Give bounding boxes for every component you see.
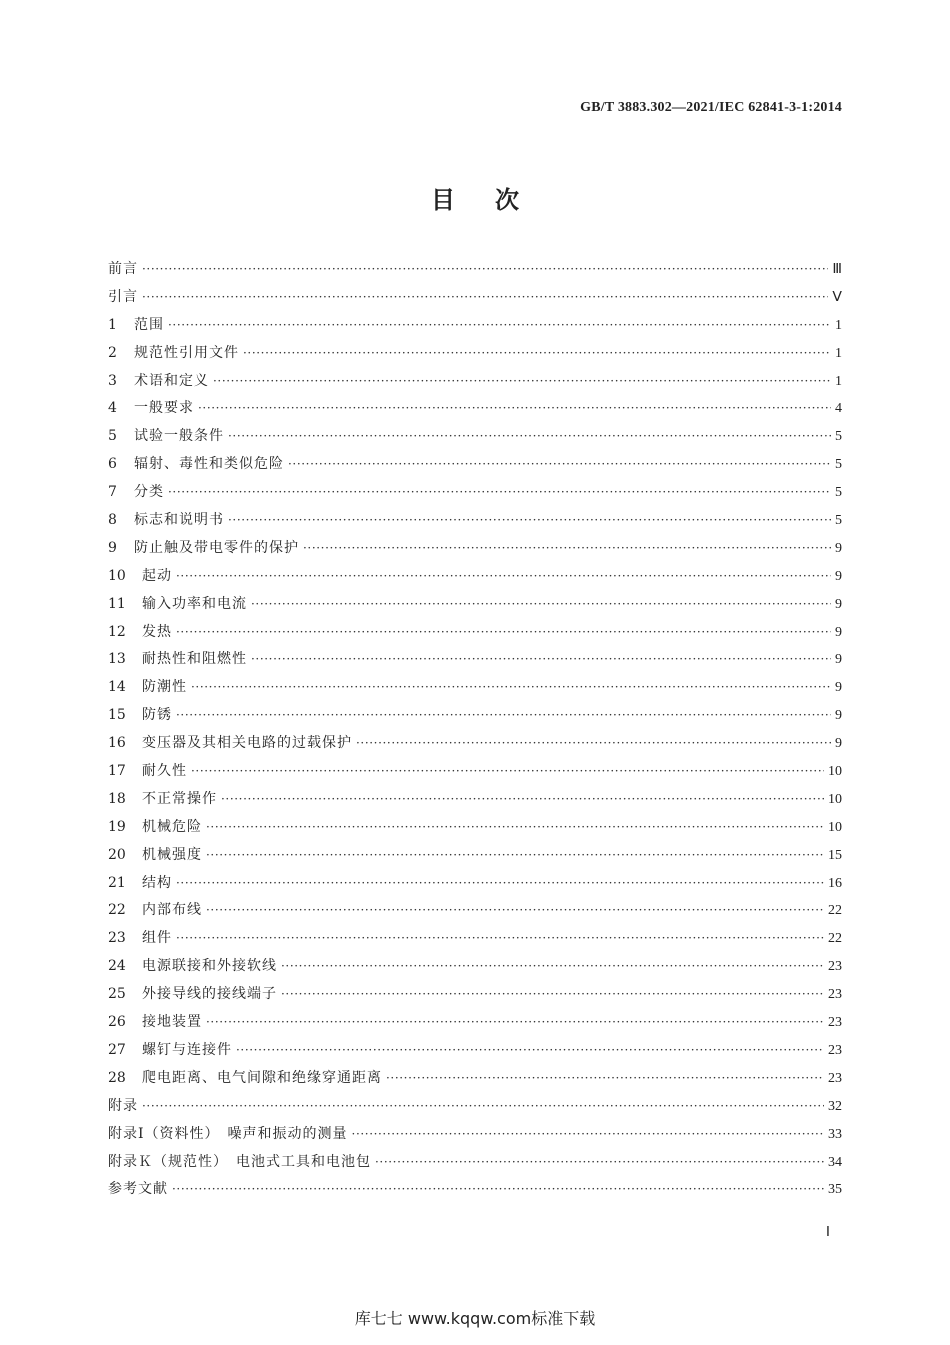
dot-leader xyxy=(142,262,828,276)
page-title: 目次 xyxy=(431,186,559,214)
toc-entry-page: 9 xyxy=(835,568,842,584)
toc-entry-label: 辐射、毒性和类似危险 xyxy=(134,456,284,473)
toc-entry[interactable] xyxy=(108,509,842,537)
dot-leader xyxy=(352,1127,824,1141)
toc-entry[interactable] xyxy=(108,899,842,927)
toc-entry-page: 22 xyxy=(828,903,842,919)
toc-entry[interactable] xyxy=(108,676,842,704)
toc-entry-page: 1 xyxy=(835,373,842,389)
dot-leader xyxy=(386,1071,824,1085)
toc-entry-label: 接地装置 xyxy=(142,1014,202,1031)
toc-entry[interactable] xyxy=(108,258,842,286)
dot-leader xyxy=(176,708,831,722)
dot-leader xyxy=(213,374,831,388)
toc-entry-label: 内部布线 xyxy=(142,902,202,919)
toc-entry[interactable] xyxy=(108,1151,842,1179)
toc-entry-label: 标志和说明书 xyxy=(134,512,224,529)
toc-entry-page: 10 xyxy=(828,764,842,780)
toc-entry-page: 33 xyxy=(828,1126,842,1142)
toc-entry-number: 15 xyxy=(108,707,126,724)
toc-entry-page: 9 xyxy=(835,624,842,640)
toc-entry-label: 防锈 xyxy=(142,707,172,724)
toc-entry-label: 规范性引用文件 xyxy=(134,344,239,361)
toc-entry-label: 电源联接和外接软线 xyxy=(142,958,277,975)
toc-entry[interactable] xyxy=(108,732,842,760)
dot-leader xyxy=(172,1182,824,1196)
toc-entry-number: 5 xyxy=(108,428,117,445)
toc-entry-label: 变压器及其相关电路的过载保护 xyxy=(142,735,352,752)
toc-entry[interactable] xyxy=(108,1123,842,1151)
toc-entry[interactable] xyxy=(108,1039,842,1067)
toc-entry[interactable] xyxy=(108,1011,842,1039)
toc-entry-page: Ⅲ xyxy=(832,262,842,277)
toc-entry-label: 不正常操作 xyxy=(142,790,217,807)
toc-entry[interactable] xyxy=(108,955,842,983)
toc-entry-number: 22 xyxy=(108,902,126,919)
toc-entry-page: 23 xyxy=(828,1070,842,1086)
toc-entry[interactable] xyxy=(108,927,842,955)
dot-leader xyxy=(176,569,831,583)
toc-entry-page: 1 xyxy=(835,317,842,333)
toc-entry[interactable] xyxy=(108,788,842,816)
dot-leader xyxy=(198,401,831,415)
standard-code: GB/T 3883.302—2021/IEC 62841-3-1:2014 xyxy=(580,100,842,115)
toc-entry[interactable] xyxy=(108,844,842,872)
toc-entry-label: 外接导线的接线端子 xyxy=(142,986,277,1003)
toc-entry-page: 5 xyxy=(835,513,842,529)
toc-entry-label: 术语和定义 xyxy=(134,372,209,389)
toc-entry-page: 5 xyxy=(835,457,842,473)
toc-entry-label: 附录 xyxy=(108,1097,138,1114)
footer-watermark: 库七七 www.kqqw.com标准下载 xyxy=(354,1309,596,1328)
toc-entry-label: 一般要求 xyxy=(134,400,194,417)
toc-entry-number: 11 xyxy=(108,595,126,612)
toc-entry-label: 结构 xyxy=(142,874,172,891)
dot-leader xyxy=(168,485,831,499)
toc-entry[interactable] xyxy=(108,872,842,900)
dot-leader xyxy=(191,764,824,778)
toc-entry-number: 18 xyxy=(108,790,126,807)
dot-leader xyxy=(288,457,831,471)
dot-leader xyxy=(281,987,824,1001)
toc-entry[interactable] xyxy=(108,983,842,1011)
toc-entry-number: 27 xyxy=(108,1041,126,1058)
dot-leader xyxy=(356,736,831,750)
dot-leader xyxy=(281,959,824,973)
toc-entry-page: 9 xyxy=(835,680,842,696)
toc-entry-page: 32 xyxy=(828,1098,842,1114)
toc-entry-number: 23 xyxy=(108,930,126,947)
toc-entry-page: 4 xyxy=(835,401,842,417)
dot-leader xyxy=(206,903,824,917)
toc-entry[interactable] xyxy=(108,537,842,565)
toc-entry-page: 23 xyxy=(828,987,842,1003)
toc-entry-number: 9 xyxy=(108,539,117,556)
toc-entry-label: 附录Ｋ（规范性） 电池式工具和电池包 xyxy=(108,1153,371,1170)
toc-entry-number: 19 xyxy=(108,818,126,835)
toc-entry[interactable] xyxy=(108,1067,842,1095)
toc-entry[interactable] xyxy=(108,425,842,453)
toc-entry[interactable] xyxy=(108,816,842,844)
dot-leader xyxy=(206,848,824,862)
toc-entry[interactable] xyxy=(108,1178,842,1206)
toc-entry[interactable] xyxy=(108,286,842,314)
toc-entry-label: 机械强度 xyxy=(142,846,202,863)
dot-leader xyxy=(206,1015,824,1029)
toc-entry[interactable] xyxy=(108,397,842,425)
toc-entry-label: 耐热性和阻燃性 xyxy=(142,651,247,668)
dot-leader xyxy=(176,931,824,945)
dot-leader xyxy=(251,652,831,666)
toc-entry-label: 防止触及带电零件的保护 xyxy=(134,539,299,556)
toc-entry-number: 25 xyxy=(108,986,126,1003)
toc-entry-number: 16 xyxy=(108,735,126,752)
toc-entry-number: 2 xyxy=(108,344,117,361)
dot-leader xyxy=(303,541,831,555)
toc-entry-page: 22 xyxy=(828,931,842,947)
dot-leader xyxy=(228,429,831,443)
dot-leader xyxy=(243,346,831,360)
toc-entry[interactable] xyxy=(108,760,842,788)
toc-entry[interactable] xyxy=(108,314,842,342)
toc-entry-number: 6 xyxy=(108,456,117,473)
toc-entry-label: 范围 xyxy=(134,316,164,333)
toc-entry-page: 9 xyxy=(835,596,842,612)
toc-entry[interactable] xyxy=(108,704,842,732)
toc-entry-label: 螺钉与连接件 xyxy=(142,1041,232,1058)
toc-entry-page: 23 xyxy=(828,1015,842,1031)
toc-entry-page: 16 xyxy=(828,875,842,891)
dot-leader xyxy=(236,1043,824,1057)
toc-entry-label: 分类 xyxy=(134,484,164,501)
toc-entry[interactable] xyxy=(108,370,842,398)
toc-entry-number: 7 xyxy=(108,484,117,501)
toc-entry-label: 试验一般条件 xyxy=(134,428,224,445)
toc-entry[interactable] xyxy=(108,481,842,509)
toc-entry-number: 12 xyxy=(108,623,126,640)
toc-entry-page: 15 xyxy=(828,847,842,863)
toc-entry-label: 防潮性 xyxy=(142,679,187,696)
toc-entry-number: 28 xyxy=(108,1069,126,1086)
toc-entry-number: 14 xyxy=(108,679,126,696)
toc-entry-page: 23 xyxy=(828,1042,842,1058)
toc-entry-label: 引言 xyxy=(108,288,138,305)
toc-entry-number: 21 xyxy=(108,874,126,891)
toc-entry-page: 5 xyxy=(835,429,842,445)
toc-entry-label: 起动 xyxy=(142,567,172,584)
toc-entry-page: 1 xyxy=(835,345,842,361)
toc-entry-page: 9 xyxy=(835,540,842,556)
toc-entry-page: 23 xyxy=(828,959,842,975)
toc-entry-label: 组件 xyxy=(142,930,172,947)
toc-entry-number: 17 xyxy=(108,763,126,780)
dot-leader xyxy=(142,1099,824,1113)
dot-leader xyxy=(228,513,831,527)
toc-entry-number: 20 xyxy=(108,846,126,863)
toc-entry-number: 10 xyxy=(108,567,126,584)
dot-leader xyxy=(375,1155,824,1169)
page-number: Ⅰ xyxy=(825,1225,830,1240)
dot-leader xyxy=(168,318,831,332)
toc-entry[interactable] xyxy=(108,1095,842,1123)
toc-entry-page: 10 xyxy=(828,819,842,835)
toc-entry-page: 9 xyxy=(835,736,842,752)
dot-leader xyxy=(176,625,831,639)
table-of-contents xyxy=(108,258,842,1206)
toc-entry[interactable] xyxy=(108,593,842,621)
toc-entry-number: 26 xyxy=(108,1014,126,1031)
dot-leader xyxy=(251,597,831,611)
toc-entry-number: 24 xyxy=(108,958,126,975)
toc-entry-page: 5 xyxy=(835,485,842,501)
toc-entry[interactable] xyxy=(108,342,842,370)
toc-entry-number: 3 xyxy=(108,372,117,389)
toc-entry-number: 13 xyxy=(108,651,126,668)
toc-entry-page: 9 xyxy=(835,708,842,724)
toc-entry-label: 发热 xyxy=(142,623,172,640)
dot-leader xyxy=(176,876,824,890)
toc-entry[interactable] xyxy=(108,648,842,676)
toc-entry[interactable] xyxy=(108,621,842,649)
dot-leader xyxy=(191,680,831,694)
toc-entry[interactable] xyxy=(108,565,842,593)
toc-entry-label: 爬电距离、电气间隙和绝缘穿通距离 xyxy=(142,1069,382,1086)
toc-entry[interactable] xyxy=(108,453,842,481)
dot-leader xyxy=(142,290,828,304)
toc-entry-number: 4 xyxy=(108,400,117,417)
toc-entry-label: 输入功率和电流 xyxy=(142,595,247,612)
toc-entry-label: 参考文献 xyxy=(108,1181,168,1198)
toc-entry-label: 耐久性 xyxy=(142,763,187,780)
toc-entry-page: Ⅴ xyxy=(832,289,842,305)
toc-entry-page: 34 xyxy=(828,1154,842,1170)
dot-leader xyxy=(221,792,824,806)
toc-entry-label: 附录Ⅰ（资料性） 噪声和振动的测量 xyxy=(108,1125,348,1142)
toc-entry-page: 10 xyxy=(828,791,842,807)
toc-entry-page: 9 xyxy=(835,652,842,668)
toc-entry-label: 前言 xyxy=(108,261,138,277)
dot-leader xyxy=(206,820,824,834)
toc-entry-number: 8 xyxy=(108,512,117,529)
toc-entry-label: 机械危险 xyxy=(142,818,202,835)
toc-entry-number: 1 xyxy=(108,316,117,333)
toc-entry-page: 35 xyxy=(828,1182,842,1198)
